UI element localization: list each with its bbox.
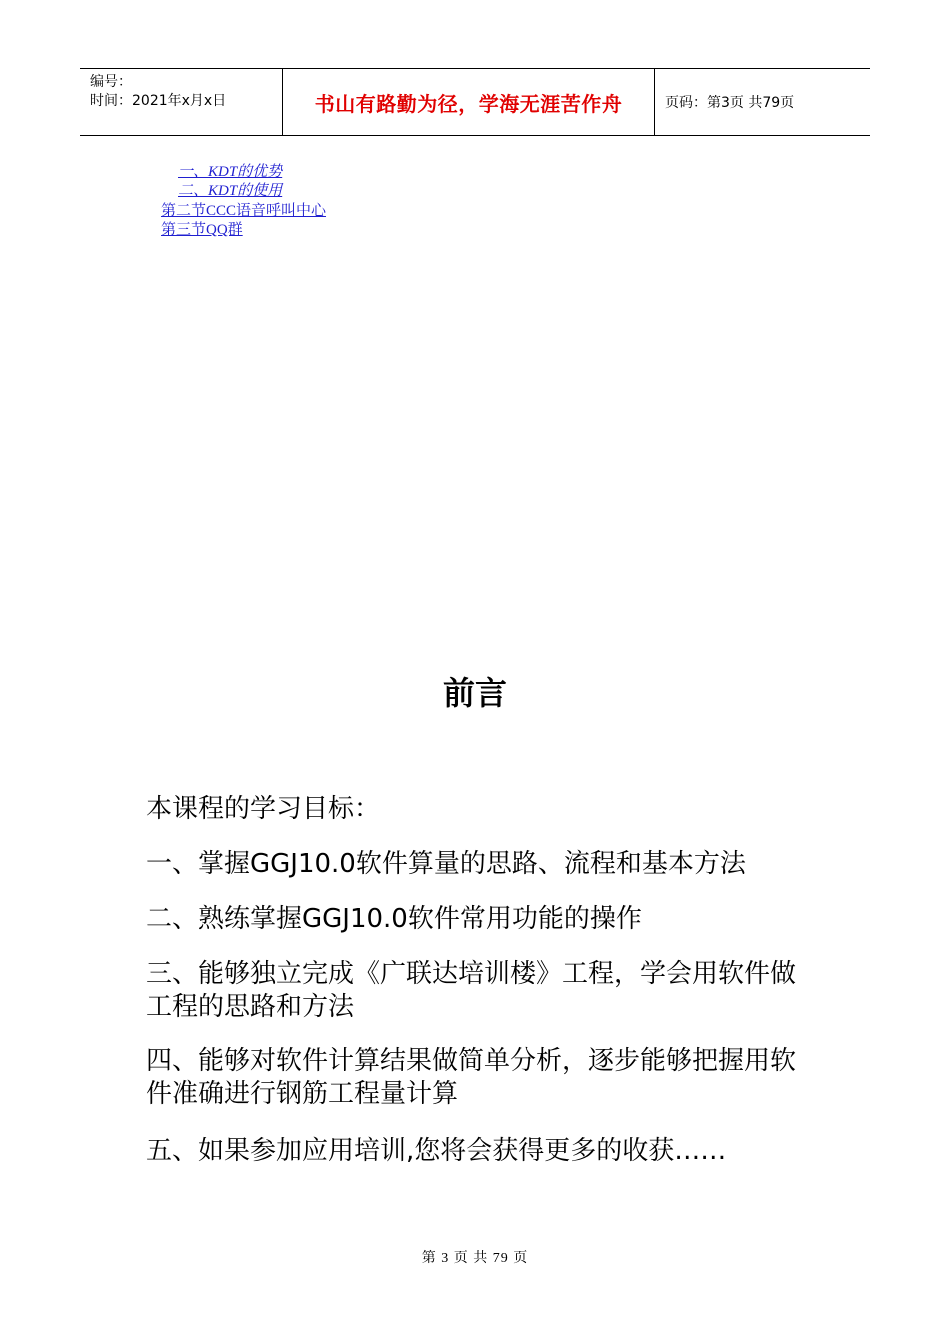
paragraph-goal-3: 三、能够独立完成《广联达培训楼》工程，学会用软件做工程的思路和方法 [146, 959, 797, 1022]
toc-link-qq-group[interactable]: 第三节QQ群 [161, 222, 243, 238]
page-title: 前言 [442, 674, 507, 712]
toc-link-kdt-usage[interactable]: 二、KDT的使用 [178, 183, 283, 199]
number-label: 编号： [90, 74, 132, 90]
paragraph-intro: 本课程的学习目标： [146, 794, 381, 824]
paragraph-goal-2: 二、熟练掌握GGJ10.0软件常用功能的操作 [146, 904, 642, 934]
paragraph-goal-1: 一、掌握GGJ10.0软件算量的思路、流程和基本方法 [146, 849, 746, 879]
toc-link-kdt-advantages[interactable]: 一、KDT的优势 [178, 164, 283, 180]
toc-link-ccc-call-center[interactable]: 第二节CCC语音呼叫中心 [161, 203, 327, 219]
header-page-info: 页码：第3页 共79页 [665, 95, 795, 111]
paragraph-goal-4: 四、能够对软件计算结果做简单分析，逐步能够把握用软件准确进行钢筋工程量计算 [146, 1046, 797, 1109]
paragraph-goal-5: 五、如果参加应用培训,您将会获得更多的收获…… [146, 1136, 727, 1166]
page-footer: 第 3 页 共 79 页 [421, 1251, 529, 1266]
header-meta [80, 69, 282, 135]
header-motto: 书山有路勤为径，学海无涯苦作舟 [282, 69, 655, 135]
document-header [80, 68, 870, 136]
time-label: 时间：2021年x月x日 [90, 93, 227, 109]
